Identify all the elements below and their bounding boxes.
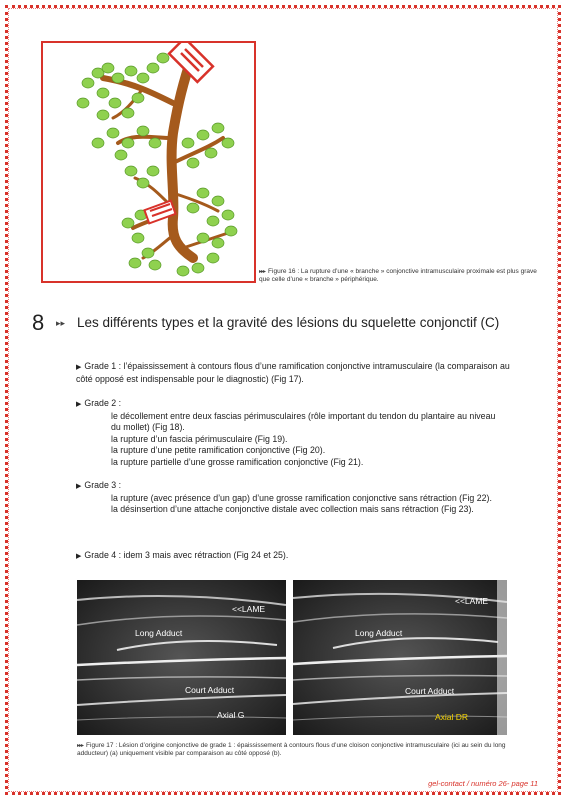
- long-adduct-label: Long Adduct: [135, 628, 183, 638]
- lame-label: <<LAME: [232, 604, 266, 614]
- grade-2-item: la rupture partielle d’une grosse ramification conjonctive (Fig 21).: [111, 456, 364, 467]
- court-adduct-label: Court Adduct: [185, 685, 235, 695]
- ultrasound-image-left: [77, 580, 286, 735]
- lame-label: <<LAME: [455, 596, 489, 606]
- grade-3-item: la rupture (avec présence d’un gap) d’une grosse ramification conjonctive sans rétraction (Fig 22).: [111, 492, 492, 503]
- rupture-marker-proximal: [169, 43, 213, 82]
- figure-17-caption-text: Figure 17 : Lésion d’origine conjonctive de grade 1 : épaississement à contours flous d’une cloison conjonctive intramusculaire (ici au sein du long adducteur) (a) uniquement visible par comparaison au côté opposé (b).: [77, 742, 506, 757]
- long-adduct-label: Long Adduct: [355, 628, 403, 638]
- grade-1-paragraph: ▶ Grade 1 : l’épaississement à contours flous d’une ramification conjonctive intramusculaire (la comparaison au côté opposé est indispensable pour le diagnostic) (Fig 17).: [76, 361, 510, 384]
- bullet-triangle-icon: ▶: [76, 401, 82, 408]
- court-adduct-label: Court Adduct: [405, 686, 455, 696]
- page-footer: gel-contact / numéro 26- page 11: [428, 779, 538, 788]
- figure-16-caption-text: Figure 16 : La rupture d’une « branche » conjonctive intramusculaire proximale est plus grave que celle d’une « branche » périphérique.: [259, 268, 537, 283]
- grade-4-paragraph: ▶ Grade 4 : idem 3 mais avec rétraction (Fig 24 et 25).: [76, 550, 289, 560]
- grade-2-paragraph: ▶ Grade 2 : le décollement entre deux fascias périmusculaires (rôle important du tendon du plantaire au niveau du mollet) (Fig 18). la rupture d’un fascia périmusculaire (Fig 19). la rupture d’une petite ramification conjonctive (Fig 20). la rupture partielle d’une grosse ramification conjonctive (Fig 21).: [76, 398, 516, 468]
- caption-arrows-icon: ▸▸▸: [259, 269, 266, 275]
- grade-3-paragraph: ▶ Grade 3 : la rupture (avec présence d’un gap) d’une grosse ramification conjonctive sans rétraction (Fig 22). la désinsertion d’une attache conjonctive distale avec collection mais sans rétraction (Fig 23).: [76, 480, 516, 516]
- figure-16-caption: [259, 268, 549, 284]
- grade-2-item: la rupture d’une petite ramification conjonctive (Fig 20).: [111, 445, 326, 455]
- bullet-triangle-icon: ▶: [76, 553, 82, 560]
- grade-2-item: la rupture d’un fascia périmusculaire (Fig 19).: [111, 433, 288, 444]
- tree-illustration: [43, 43, 254, 281]
- axial-view-label: Axial DR: [435, 712, 469, 722]
- caption-arrows-icon: ▸▸▸: [77, 743, 84, 749]
- axial-view-label: Axial G: [217, 710, 245, 720]
- bullet-triangle-icon: ▶: [76, 483, 82, 490]
- grade-3-item: la désinsertion d’une attache conjonctive distale avec collection mais sans rétraction (Fig 23).: [111, 504, 474, 514]
- figure-16-tree: [41, 41, 256, 283]
- bullet-triangle-icon: ▶: [76, 364, 82, 371]
- section-title: Les différents types et la gravité des lésions du squelette conjonctif (C): [77, 315, 500, 330]
- section-number: 8: [32, 310, 45, 335]
- section-arrows-icon: ▸▸: [56, 318, 66, 328]
- figure-17-caption: [77, 742, 517, 758]
- grade-2-item: le décollement entre deux fascias périmusculaires (rôle important du tendon du plantaire au niveau du mollet) (Fig 18).: [111, 410, 496, 432]
- ultrasound-image-right: [293, 580, 507, 735]
